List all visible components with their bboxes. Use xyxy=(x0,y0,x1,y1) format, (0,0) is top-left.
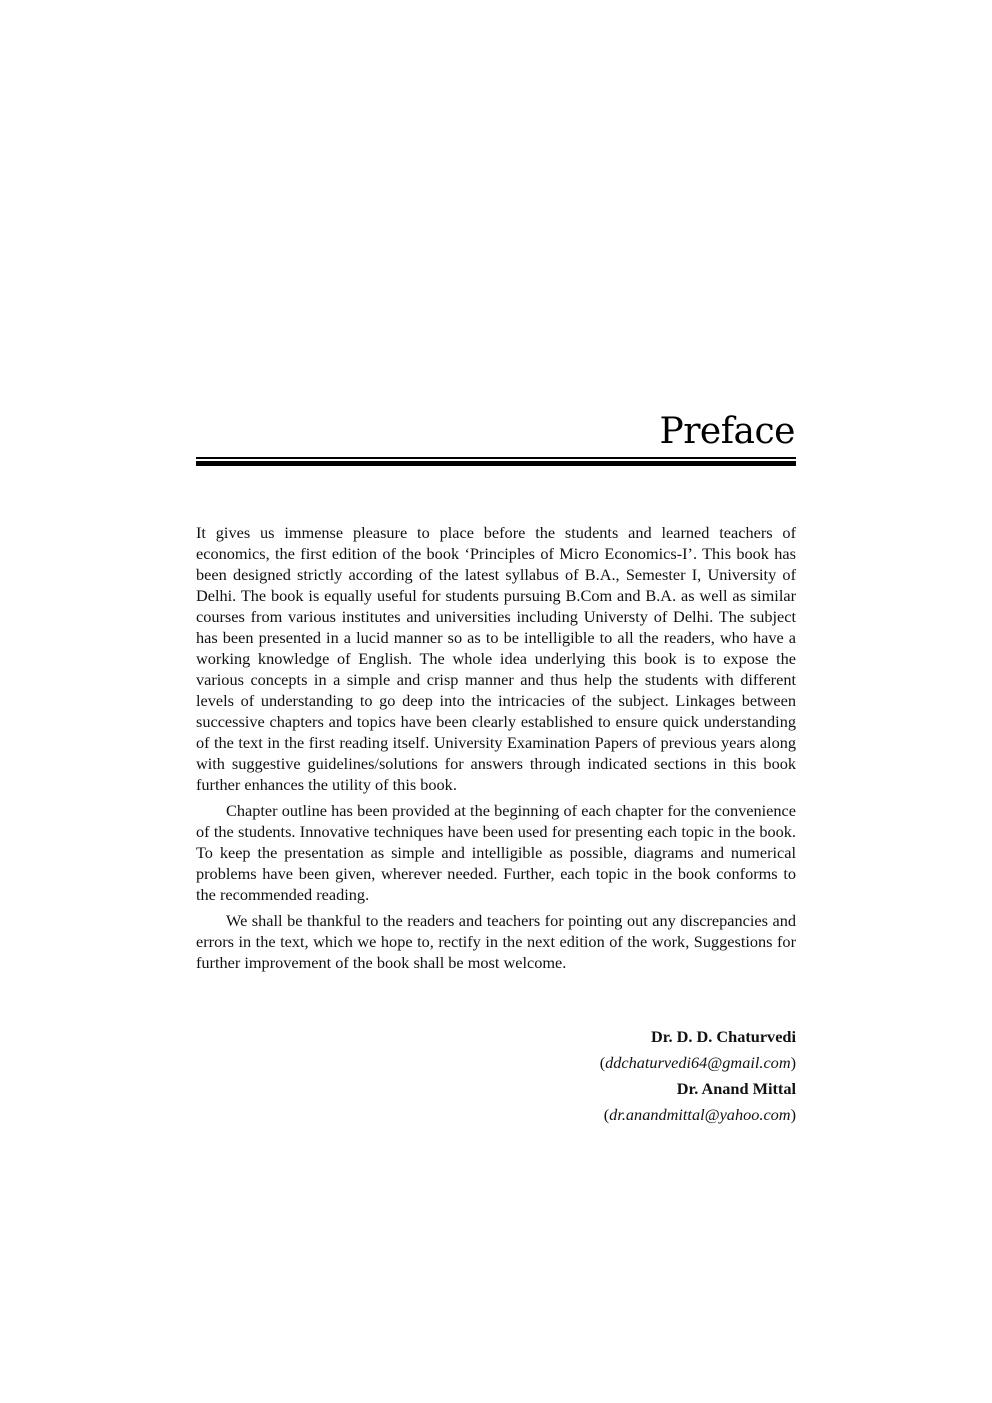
author-email-line-1: (ddchaturvedi64@gmail.com) xyxy=(599,1053,796,1072)
author-email-line-2: (dr.anandmittal@yahoo.com) xyxy=(603,1105,796,1124)
title-rule-thick xyxy=(196,461,796,466)
author-name-2: Dr. Anand Mittal xyxy=(676,1079,796,1098)
author-name-1: Dr. D. D. Chaturvedi xyxy=(650,1027,796,1046)
paragraph-2: Chapter outline has been provided at the beginning of each chapter for the convenience of the students. Innovative techniques have been used for presenting each topic in the book. To keep the presentation as simple and intelligible as possible, diagrams and numerical problems have been given, wherever needed. Further, each topic in the book conforms to the recommended reading. xyxy=(196,801,796,904)
preface-body xyxy=(196,522,796,978)
author-email-1: ddchaturvedi64@gmail.com xyxy=(605,1053,791,1072)
paragraph-3: We shall be thankful to the readers and teachers for pointing out any discrepancies and errors in the text, which we hope to, rectify in the next edition of the work, Suggestions for further improvement of the book shall be most welcome. xyxy=(196,911,796,972)
author-email-2: dr.anandmittal@yahoo.com xyxy=(609,1105,791,1124)
paragraph-1: It gives us immense pleasure to place before the students and learned teachers of economics, the first edition of the book ‘Principles of Micro Economics-I’. This book has been designed strictly according of the latest syllabus of B.A., Semester I, University of Delhi. The book is equally useful for students pursuing B.Com and B.A. as well as similar courses from various institutes and universities including Universty of Delhi. The subject has been presented in a lucid manner so as to be intelligible to all the readers, who have a working knowledge of English. The whole idea underlying this book is to expose the various concepts in a simple and crisp manner and thus help the students with different levels of understanding to go deep into the intricacies of the subject. Linkages between successive chapters and topics have been clearly established to ensure quick understanding of the text in the first reading itself. University Examination Papers of previous years along with suggestive guidelines/solutions for answers through indicated sections in this book further enhances the utility of this book. xyxy=(196,523,796,794)
page-title: Preface xyxy=(659,411,795,452)
signature-block xyxy=(396,1024,796,1128)
title-rule-thin xyxy=(196,457,796,459)
